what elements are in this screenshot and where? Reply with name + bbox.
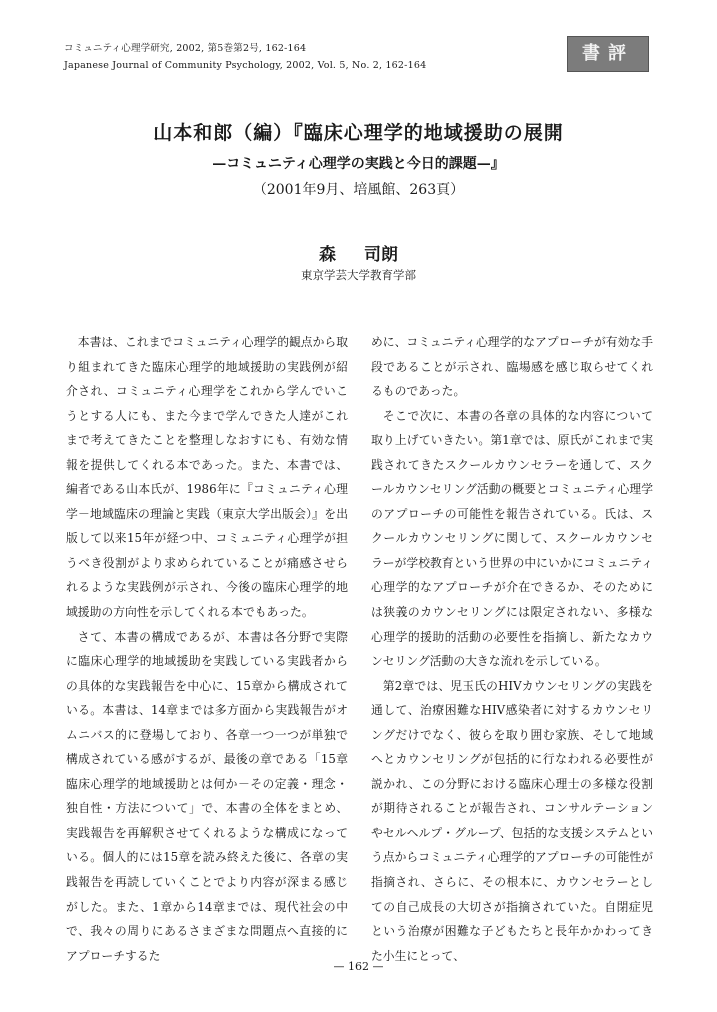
- body-column-left: [66, 330, 360, 968]
- section-badge: 書評: [567, 36, 649, 72]
- body-paragraph: そこで次に、本書の各章の具体的な内容について取り上げていきたい。第1章では、原氏がこれまで実践されてきたスクールカウンセラーを通して、スクールカウンセリング活動の概要とコミュニティ心理学のアプローチの可能性を報告されている。氏は、スクールカウンセリングに関して、スクールカウンセラーが学校教育という世界の中にいかにコミュニティ心理学的なアプローチが介在できるか、そのためには狭義のカウンセリングには限定されない、多様な心理学的援助的活動の必要性を指摘し、新たなカウンセリング活動の大きな流れを示している。: [371, 408, 653, 669]
- body-paragraph: さて、本書の構成であるが、本書は各分野で実際に臨床心理学的地域援助を実践している実践者からの具体的な実践報告を中心に、15章から構成されている。本書は、14章までは多方面から実践報告がオムニバス的に登場しており、各章一つ一つが単独で構成されている感がするが、最後の章である「15章 臨床心理学的地域援助とは何か－その定義・理念・独自性・方法について」で、本書の全体をまとめ、実践報告を再解釈させてくれるような構成になっている。個人的には15章を読み終えた後に、各章の実践報告を再読していくことでより内容が深まる感じがした。また、1章から14章までは、現代社会の中で、我々の周りにあるさまざまな問題点へ直接的にアプローチするた: [66, 629, 360, 963]
- title-block: [0, 118, 717, 199]
- body-paragraph: めに、コミュニティ心理学的なアプローチが有効な手段であることが示され、臨場感を感じ取らせてくれるものであった。: [371, 335, 653, 399]
- body-paragraph: 本書は、これまでコミュニティ心理学的観点から取り組まれてきた臨床心理学的地域援助の実践例が紹介され、コミュニティ心理学をこれから学んでいこうとする人にも、また今まで学んできた人達がこれまで考えてきたことを整理しなおすにも、有効な情報を提供してくれる本であった。また、本書では、編者である山本氏が、1986年に『コミュニティ心理学－地域臨床の理論と実践（東京大学出版会）』を出版して以来15年が経つ中、コミュニティ心理学が担うべき役割がより求められていることが痛感させられるような実践例が示され、今後の臨床心理学的地域援助の方向性を示してくれる本でもあった。: [66, 335, 349, 620]
- body-column-right: [371, 330, 653, 968]
- publication-info: （2001年9月、培風館、263頁）: [252, 182, 465, 198]
- article-subtitle: —コミュニティ心理学の実践と今日的課題—』: [212, 156, 505, 172]
- journal-citation-japanese: コミュニティ心理学研究, 2002, 第5巻第2号, 162-164: [64, 43, 307, 54]
- journal-citation: [64, 40, 426, 74]
- article-title: 山本和郎（編）『臨床心理学的地域援助の展開: [153, 122, 564, 144]
- page-number: — 162 —: [333, 960, 384, 973]
- author-affiliation: 東京学芸大学教育学部: [301, 268, 416, 282]
- body-paragraph: 第2章では、児玉氏のHIVカウンセリングの実践を通して、治療困難なHIV感染者に対するカウンセリングだけでなく、彼らを取り囲む家族、そして地域へとカウンセリングが包括的に行なわれる必要性が説かれ、この分野における臨床心理士の多様な役割が期待されることが報告され、コンサルテーションやセルヘルプ・グループ、包括的な支援システムという点からコミュニティ心理学的アプローチの可能性が指摘され、さらに、その根本に、カウンセラーとしての自己成長の大切さが指摘されていた。自閉症児という治療が困難な子どもたちと長年かかわってきた小生にとって、: [371, 678, 653, 963]
- author-name: 森 司朗: [319, 245, 398, 265]
- journal-citation-english: Japanese Journal of Community Psychology, 2002, Vol. 5, No. 2, 162-164: [64, 60, 427, 71]
